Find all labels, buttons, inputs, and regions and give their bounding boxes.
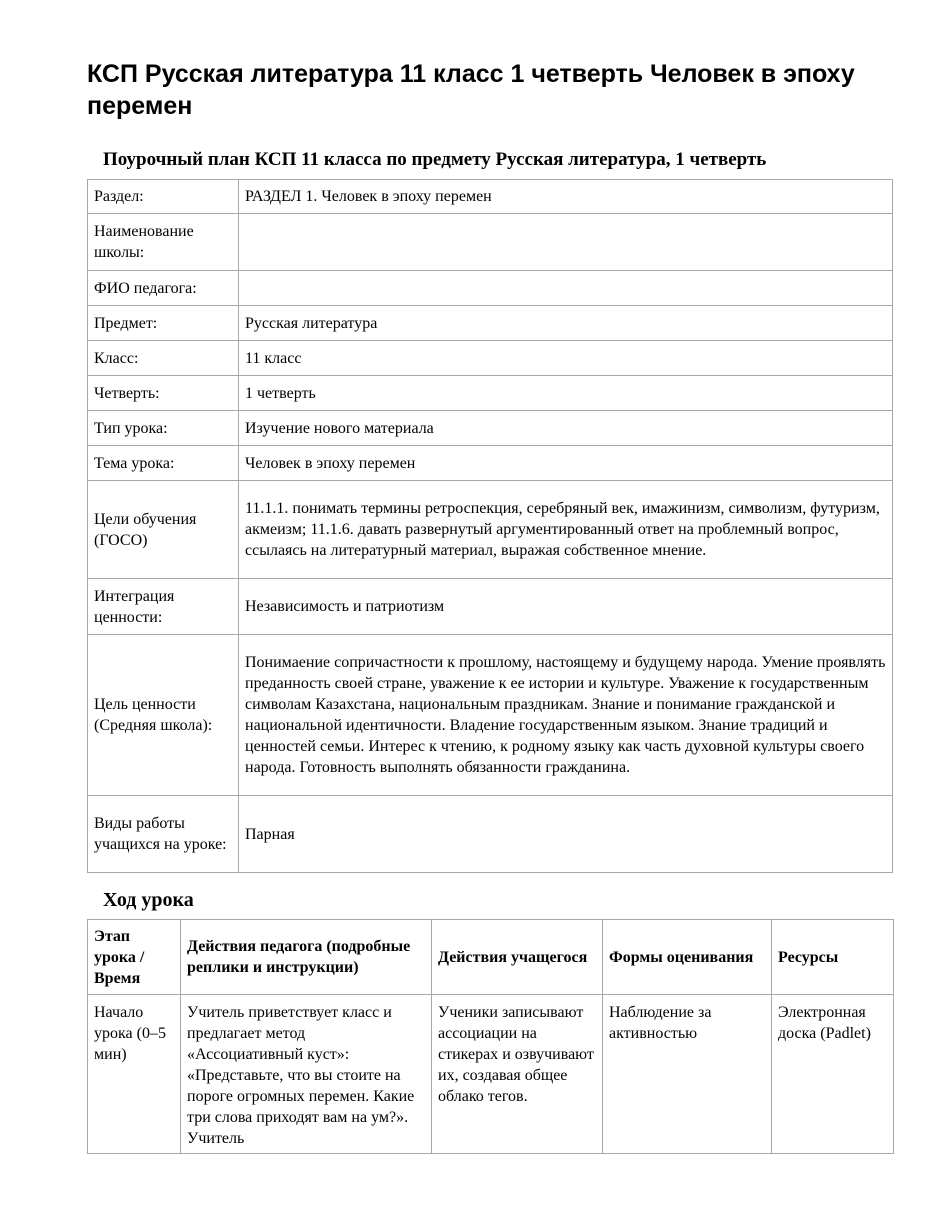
lesson-progress-table	[87, 919, 894, 1154]
table-row	[88, 341, 893, 376]
lesson-progress-heading: Ход урока	[103, 889, 194, 911]
table-row	[88, 481, 893, 579]
assessment-cell: Наблюдение за активностью	[603, 995, 772, 1154]
table-row	[88, 796, 893, 873]
stage-cell: Начало урока (0–5 мин)	[88, 995, 181, 1154]
row-value: Русская литература	[239, 306, 893, 341]
row-label: Наименование школы:	[88, 214, 239, 271]
row-value: 1 четверть	[239, 376, 893, 411]
row-value: Человек в эпоху перемен	[239, 446, 893, 481]
column-header-teacher-actions: Действия педагога (подробные реплики и инструкции)	[181, 920, 432, 995]
row-value: 11 класс	[239, 341, 893, 376]
column-header-stage: Этап урока / Время	[88, 920, 181, 995]
table-row	[88, 411, 893, 446]
row-value: Парная	[239, 796, 893, 873]
column-header-student-actions: Действия учащегося	[432, 920, 603, 995]
table-row	[88, 214, 893, 271]
table-row	[88, 995, 894, 1154]
row-label: Предмет:	[88, 306, 239, 341]
row-value	[239, 271, 893, 306]
row-value	[239, 214, 893, 271]
row-label: Класс:	[88, 341, 239, 376]
row-value: Независимость и патриотизм	[239, 579, 893, 635]
resources-cell: Электронная доска (Padlet)	[772, 995, 894, 1154]
student-actions-cell: Ученики записывают ассоциации на стикерах и озвучивают их, создавая общее облако тегов.	[432, 995, 603, 1154]
row-label: Тема урока:	[88, 446, 239, 481]
row-label: ФИО педагога:	[88, 271, 239, 306]
table-row	[88, 579, 893, 635]
table-row	[88, 271, 893, 306]
row-label: Тип урока:	[88, 411, 239, 446]
table-row	[88, 376, 893, 411]
document-title: КСП Русская литература 11 класс 1 четверть Человек в эпоху перемен	[87, 60, 855, 120]
lesson-plan-subtitle: Поурочный план КСП 11 класса по предмету Русская литература, 1 четверть	[103, 149, 767, 170]
lesson-info-table	[87, 179, 893, 873]
row-label: Цели обучения (ГОСО)	[88, 481, 239, 579]
table-row	[88, 446, 893, 481]
column-header-assessment: Формы оценивания	[603, 920, 772, 995]
table-header-row	[88, 920, 894, 995]
table-row	[88, 180, 893, 214]
row-value: РАЗДЕЛ 1. Человек в эпоху перемен	[239, 180, 893, 214]
row-label: Раздел:	[88, 180, 239, 214]
row-value: Понимаение сопричастности к прошлому, настоящему и будущему народа. Умение проявлять преданность своей стране, уважение к ее истории и культуре. Уважение к государственным символам Казахстана, национальным праздникам. Знание и понимание гражданской и национальной идентичности. Владение государственным языком. Знание традиций и ценностей семьи. Интерес к чтению, к родному языку как часть духовной культуры своего народа. Готовность выполнять обязанности гражданина.	[239, 635, 893, 796]
row-label: Интеграция ценности:	[88, 579, 239, 635]
row-label: Четверть:	[88, 376, 239, 411]
table-row	[88, 306, 893, 341]
row-label: Цель ценности (Средняя школа):	[88, 635, 239, 796]
column-header-resources: Ресурсы	[772, 920, 894, 995]
row-label: Виды работы учащихся на уроке:	[88, 796, 239, 873]
row-value: 11.1.1. понимать термины ретроспекция, серебряный век, имажинизм, символизм, футуризм, акмеизм; 11.1.6. давать развернутый аргументированный ответ на проблемный вопрос, ссылаясь на литературный материал, выражая собственное мнение.	[239, 481, 893, 579]
teacher-actions-cell: Учитель приветствует класс и предлагает метод «Ассоциативный куст»: «Представьте, что вы стоите на пороге огромных перемен. Какие три слова приходят вам на ум?». Учитель	[181, 995, 432, 1154]
table-row	[88, 635, 893, 796]
row-value: Изучение нового материала	[239, 411, 893, 446]
